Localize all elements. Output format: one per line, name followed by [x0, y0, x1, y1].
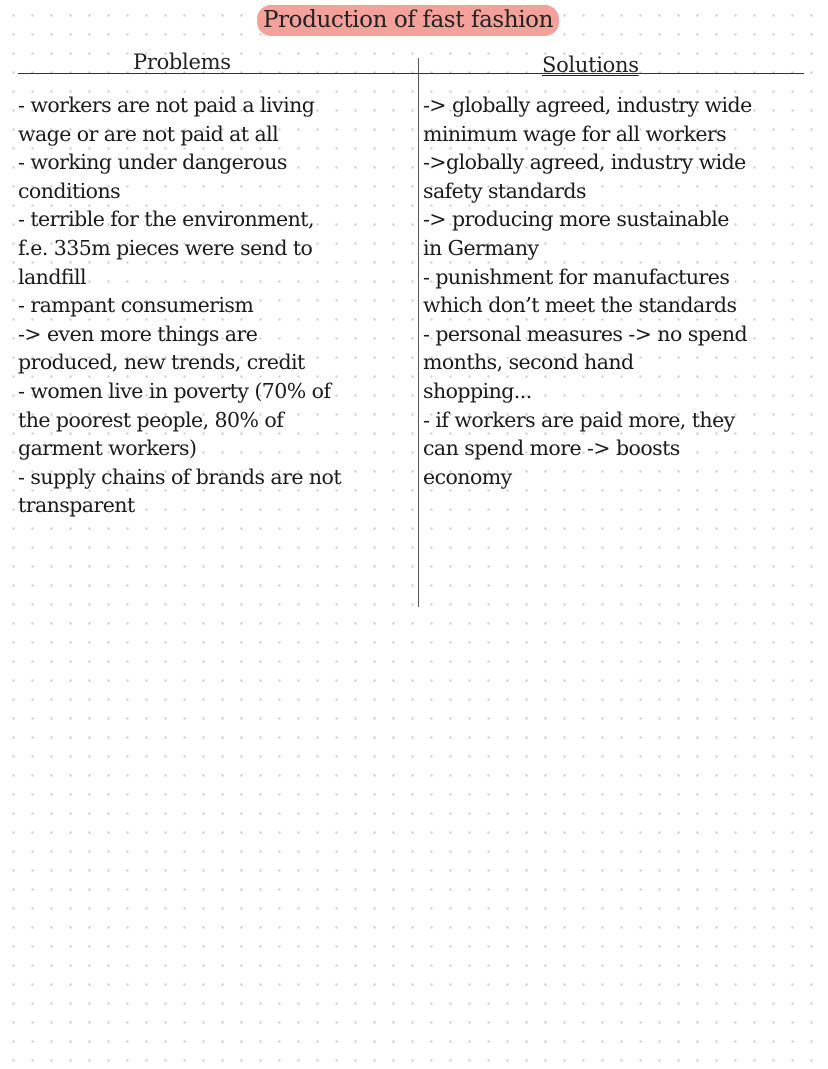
solution-line: months, second hand — [423, 350, 634, 375]
problem-line: wage or are not paid at all — [18, 121, 279, 146]
problem-line: transparent — [18, 493, 135, 518]
problem-line: landfill — [18, 264, 86, 289]
problems-column — [18, 91, 341, 520]
solution-line: which don’t meet the standards — [423, 293, 737, 318]
problem-line: - women live in poverty (70% of — [18, 378, 331, 403]
solutions-heading: Solutions — [542, 53, 639, 77]
solution-line: in Germany — [423, 235, 539, 260]
solution-line: safety standards — [423, 178, 586, 203]
solution-line: can spend more -> boosts — [423, 436, 680, 461]
problem-line: - terrible for the environment, — [18, 207, 314, 232]
solution-line: ->globally agreed, industry wide — [423, 150, 746, 175]
solution-line: shopping... — [423, 378, 532, 403]
problem-line: - supply chains of brands are not — [18, 464, 342, 489]
problems-heading: Problems — [133, 50, 231, 74]
problem-line: -> even more things are — [18, 321, 258, 346]
solution-line: minimum wage for all workers — [423, 121, 727, 146]
problem-line: produced, new trends, credit — [18, 350, 305, 375]
solution-line: -> producing more sustainable — [423, 207, 729, 232]
problem-line: f.e. 335m pieces were send to — [18, 235, 313, 260]
column-divider — [418, 58, 419, 607]
problem-line: the poorest people, 80% of — [18, 407, 284, 432]
problem-line: - rampant consumerism — [18, 293, 254, 318]
solution-line: -> globally agreed, industry wide — [423, 93, 752, 117]
solution-line: economy — [423, 464, 512, 489]
problem-line: - working under dangerous — [18, 150, 287, 175]
solutions-column — [423, 91, 752, 491]
page-title: Production of fast fashion — [257, 5, 559, 36]
problem-line: garment workers) — [18, 436, 197, 461]
solution-line: - if workers are paid more, they — [423, 407, 735, 432]
problem-line: - workers are not paid a living — [18, 93, 315, 117]
problem-line: conditions — [18, 178, 121, 203]
solution-line: - personal measures -> no spend — [423, 321, 748, 346]
solution-line: - punishment for manufactures — [423, 264, 730, 289]
table-header-divider — [18, 73, 804, 74]
